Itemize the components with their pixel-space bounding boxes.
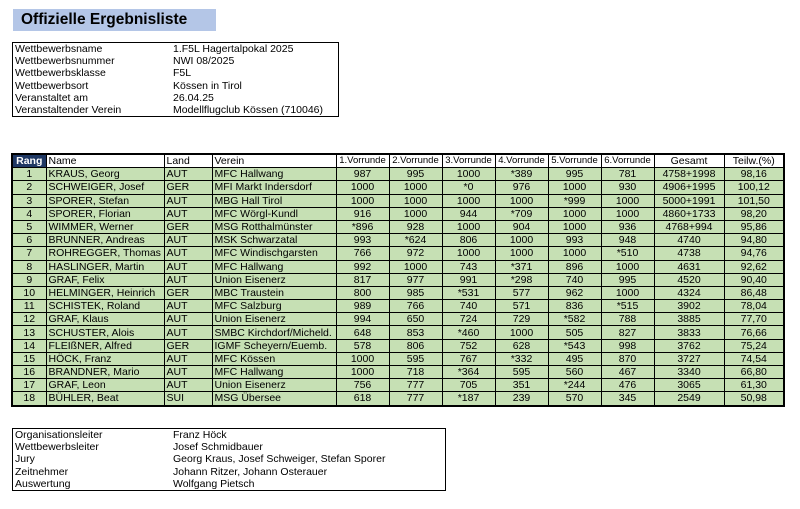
cell-rang: 8 [12,260,46,273]
cell-round-4: 577 [495,286,548,299]
cell-round-5: *999 [548,194,601,207]
cell-rang: 2 [12,181,46,194]
cell-name: SCHUSTER, Alois [46,326,164,339]
official-row [13,478,446,491]
cell-gesamt: 4906+1995 [654,181,724,194]
cell-round-5: 1000 [548,247,601,260]
cell-round-6: 1000 [601,207,654,220]
cell-verein: MFC Salzburg [212,300,336,313]
cell-name: HELMINGER, Heinrich [46,286,164,299]
cell-round-4: 239 [495,392,548,406]
cell-gesamt: 4860+1733 [654,207,724,220]
cell-rang: 17 [12,379,46,392]
cell-round-2: 766 [389,300,442,313]
cell-rang: 6 [12,234,46,247]
table-row [12,207,784,220]
cell-land: GER [164,181,212,194]
cell-name: BÜHLER, Beat [46,392,164,406]
table-row [12,392,784,406]
cell-land: AUT [164,273,212,286]
cell-round-3: *364 [442,366,495,379]
cell-rang: 14 [12,339,46,352]
cell-round-1: 817 [336,273,389,286]
cell-round-2: 977 [389,273,442,286]
cell-name: HÖCK, Franz [46,352,164,365]
cell-teilw: 76,66 [724,326,784,339]
cell-rang: 18 [12,392,46,406]
table-row [12,220,784,233]
cell-round-4: 1000 [495,194,548,207]
cell-round-4: 729 [495,313,548,326]
cell-land: GER [164,286,212,299]
competition-info-table [12,42,339,117]
cell-round-6: 467 [601,366,654,379]
cell-round-2: 1000 [389,194,442,207]
cell-land: AUT [164,352,212,365]
cell-round-1: 618 [336,392,389,406]
cell-gesamt: 4324 [654,286,724,299]
cell-rang: 3 [12,194,46,207]
cell-round-2: 806 [389,339,442,352]
cell-round-3: 1000 [442,194,495,207]
cell-round-5: 740 [548,273,601,286]
official-row [13,453,446,465]
cell-round-3: 752 [442,339,495,352]
cell-round-5: 505 [548,326,601,339]
cell-name: KRAUS, Georg [46,168,164,181]
cell-verein: IGMF Scheyern/Euemb. [212,339,336,352]
cell-name: BRANDNER, Mario [46,366,164,379]
cell-round-2: 1000 [389,181,442,194]
cell-teilw: 92,62 [724,260,784,273]
cell-land: AUT [164,247,212,260]
cell-round-4: 595 [495,366,548,379]
header-round-3: 3.Vorrunde [442,154,495,168]
cell-round-5: 1000 [548,181,601,194]
table-row [12,260,784,273]
cell-round-3: 1000 [442,247,495,260]
cell-land: GER [164,220,212,233]
info-label: Wettbewerbsname [15,43,103,56]
cell-teilw: 98,20 [724,207,784,220]
header-round-4: 4.Vorrunde [495,154,548,168]
cell-land: AUT [164,326,212,339]
cell-land: AUT [164,207,212,220]
cell-round-3: *187 [442,392,495,406]
cell-round-1: 989 [336,300,389,313]
cell-name: WIMMER, Werner [46,220,164,233]
cell-round-6: 930 [601,181,654,194]
cell-gesamt: 4520 [654,273,724,286]
cell-round-5: *244 [548,379,601,392]
cell-round-2: 595 [389,352,442,365]
header-name: Name [46,154,164,168]
cell-round-2: 972 [389,247,442,260]
cell-verein: Union Eisenerz [212,313,336,326]
cell-land: AUT [164,313,212,326]
cell-rang: 1 [12,168,46,181]
cell-round-1: 916 [336,207,389,220]
cell-round-3: 1000 [442,220,495,233]
info-row [13,55,339,67]
official-role: Zeitnehmer [15,465,69,478]
cell-round-3: 767 [442,352,495,365]
cell-round-3: *0 [442,181,495,194]
cell-round-4: *371 [495,260,548,273]
official-row [13,466,446,478]
info-value: 1.F5L Hagertalpokal 2025 [173,43,294,56]
official-row [13,441,446,453]
cell-round-2: 1000 [389,207,442,220]
cell-round-2: *624 [389,234,442,247]
cell-rang: 10 [12,286,46,299]
header-gesamt: Gesamt [654,154,724,168]
cell-verein: MFC Kössen [212,352,336,365]
cell-round-2: 777 [389,392,442,406]
cell-round-2: 985 [389,286,442,299]
cell-name: SCHWEIGER, Josef [46,181,164,194]
cell-round-5: 995 [548,168,601,181]
cell-gesamt: 4768+994 [654,220,724,233]
cell-verein: SMBC Kirchdorf/Micheld. [212,326,336,339]
cell-verein: MSK Schwarzatal [212,234,336,247]
cell-round-3: 944 [442,207,495,220]
table-row [12,194,784,207]
cell-teilw: 50,98 [724,392,784,406]
cell-land: AUT [164,300,212,313]
cell-rang: 4 [12,207,46,220]
cell-round-6: 995 [601,273,654,286]
cell-rang: 12 [12,313,46,326]
cell-gesamt: 5000+1991 [654,194,724,207]
cell-round-4: 628 [495,339,548,352]
results-body [12,168,784,406]
cell-verein: MFC Hallwang [212,168,336,181]
header-round-5: 5.Vorrunde [548,154,601,168]
info-row [13,80,339,92]
header-verein: Verein [212,154,336,168]
cell-round-4: 1000 [495,247,548,260]
cell-rang: 9 [12,273,46,286]
cell-round-3: *460 [442,326,495,339]
results-header-row [12,154,784,168]
cell-round-2: 1000 [389,260,442,273]
cell-round-3: 740 [442,300,495,313]
cell-verein: Union Eisenerz [212,273,336,286]
cell-round-6: 827 [601,326,654,339]
cell-verein: MBC Traustein [212,286,336,299]
cell-name: SPORER, Florian [46,207,164,220]
cell-round-2: 928 [389,220,442,233]
official-name: Josef Schmidbauer [173,441,263,454]
cell-teilw: 86,48 [724,286,784,299]
cell-land: AUT [164,366,212,379]
cell-round-3: 724 [442,313,495,326]
cell-round-1: 993 [336,234,389,247]
cell-round-6: 1000 [601,194,654,207]
table-row [12,379,784,392]
table-row [12,168,784,181]
cell-rang: 15 [12,352,46,365]
cell-round-1: 1000 [336,181,389,194]
cell-gesamt: 4631 [654,260,724,273]
cell-round-5: 1000 [548,207,601,220]
cell-round-1: 987 [336,168,389,181]
cell-verein: MFC Hallwang [212,260,336,273]
cell-round-5: *582 [548,313,601,326]
cell-teilw: 75,24 [724,339,784,352]
table-row [12,234,784,247]
cell-round-6: *510 [601,247,654,260]
cell-teilw: 77,70 [724,313,784,326]
cell-land: AUT [164,379,212,392]
header-round-2: 2.Vorrunde [389,154,442,168]
cell-round-6: 948 [601,234,654,247]
cell-round-1: 756 [336,379,389,392]
cell-verein: MFC Windischgarsten [212,247,336,260]
page-title: Offizielle Ergebnisliste [13,9,216,31]
info-row [13,67,339,79]
cell-round-4: *298 [495,273,548,286]
cell-name: GRAF, Klaus [46,313,164,326]
cell-gesamt: 3762 [654,339,724,352]
table-row [12,286,784,299]
cell-round-3: 991 [442,273,495,286]
cell-teilw: 74,54 [724,352,784,365]
cell-round-6: 1000 [601,286,654,299]
cell-verein: MFC Wörgl-Kundl [212,207,336,220]
header-rang: Rang [12,154,46,168]
cell-round-4: 351 [495,379,548,392]
cell-round-2: 777 [389,379,442,392]
table-row [12,273,784,286]
cell-name: SPORER, Stefan [46,194,164,207]
info-label: Wettbewerbsnummer [15,55,115,68]
cell-verein: MFC Hallwang [212,366,336,379]
cell-round-6: 936 [601,220,654,233]
info-value: NWI 08/2025 [173,55,235,68]
cell-teilw: 101,50 [724,194,784,207]
cell-gesamt: 3340 [654,366,724,379]
cell-round-1: *896 [336,220,389,233]
cell-round-6: 781 [601,168,654,181]
cell-teilw: 90,40 [724,273,784,286]
cell-round-6: *515 [601,300,654,313]
cell-gesamt: 3833 [654,326,724,339]
cell-name: FLEIßNER, Alfred [46,339,164,352]
cell-round-3: 806 [442,234,495,247]
table-row [12,300,784,313]
table-row [12,313,784,326]
table-row [12,366,784,379]
cell-gesamt: 3727 [654,352,724,365]
cell-land: SUI [164,392,212,406]
cell-gesamt: 4738 [654,247,724,260]
cell-name: BRUNNER, Andreas [46,234,164,247]
cell-rang: 7 [12,247,46,260]
official-role: Jury [15,453,35,466]
cell-round-1: 800 [336,286,389,299]
cell-round-5: 1000 [548,220,601,233]
cell-round-1: 766 [336,247,389,260]
cell-round-6: 345 [601,392,654,406]
official-name: Johann Ritzer, Johann Osterauer [173,465,328,478]
official-name: Franz Höck [173,429,227,442]
cell-land: AUT [164,194,212,207]
info-value: 26.04.25 [173,91,214,104]
official-role: Auswertung [15,477,71,490]
cell-teilw: 94,80 [724,234,784,247]
cell-land: AUT [164,168,212,181]
cell-gesamt: 3065 [654,379,724,392]
table-row [12,181,784,194]
cell-gesamt: 3902 [654,300,724,313]
cell-round-2: 853 [389,326,442,339]
cell-round-2: 650 [389,313,442,326]
cell-round-4: 904 [495,220,548,233]
cell-verein: MBG Hall Tirol [212,194,336,207]
cell-teilw: 94,76 [724,247,784,260]
cell-round-4: 1000 [495,234,548,247]
official-name: Georg Kraus, Josef Schweiger, Stefan Sporer [173,453,386,466]
cell-verein: MSG Rotthalmünster [212,220,336,233]
info-label: Veranstaltet am [15,91,88,104]
cell-round-6: 1000 [601,260,654,273]
cell-round-3: *531 [442,286,495,299]
cell-round-2: 718 [389,366,442,379]
cell-verein: MSG Übersee [212,392,336,406]
cell-land: AUT [164,234,212,247]
cell-rang: 11 [12,300,46,313]
info-value: Kössen in Tirol [173,79,242,92]
cell-teilw: 66,80 [724,366,784,379]
cell-round-2: 995 [389,168,442,181]
cell-round-4: *709 [495,207,548,220]
cell-round-4: 1000 [495,326,548,339]
official-name: Wolfgang Pietsch [173,477,255,490]
cell-round-6: 476 [601,379,654,392]
cell-round-1: 994 [336,313,389,326]
cell-round-5: 560 [548,366,601,379]
cell-round-5: 993 [548,234,601,247]
cell-land: GER [164,339,212,352]
cell-round-1: 1000 [336,366,389,379]
table-row [12,247,784,260]
official-role: Organisationsleiter [15,429,103,442]
cell-round-6: 788 [601,313,654,326]
cell-round-5: 495 [548,352,601,365]
cell-teilw: 98,16 [724,168,784,181]
cell-name: HASLINGER, Martin [46,260,164,273]
cell-round-1: 578 [336,339,389,352]
info-label: Wettbewerbsklasse [15,67,106,80]
cell-round-6: 870 [601,352,654,365]
cell-round-4: 976 [495,181,548,194]
cell-round-3: 1000 [442,168,495,181]
cell-name: GRAF, Leon [46,379,164,392]
officials-table [12,428,446,491]
cell-teilw: 95,86 [724,220,784,233]
info-value: Modellflugclub Kössen (710046) [173,104,324,117]
info-label: Veranstaltender Verein [15,104,122,117]
cell-gesamt: 4758+1998 [654,168,724,181]
cell-round-3: 705 [442,379,495,392]
results-table [11,153,785,407]
cell-round-5: 896 [548,260,601,273]
official-role: Wettbewerbsleiter [15,441,99,454]
table-row [12,339,784,352]
cell-round-4: *332 [495,352,548,365]
cell-round-4: 571 [495,300,548,313]
cell-name: ROHREGGER, Thomas [46,247,164,260]
cell-round-5: 570 [548,392,601,406]
table-row [12,352,784,365]
header-round-6: 6.Vorrunde [601,154,654,168]
info-value: F5L [173,67,192,80]
header-land: Land [164,154,212,168]
cell-teilw: 100,12 [724,181,784,194]
header-round-1: 1.Vorrunde [336,154,389,168]
cell-rang: 5 [12,220,46,233]
header-teilw: Teilw.(%) [724,154,784,168]
cell-round-5: 962 [548,286,601,299]
cell-verein: MFI Markt Indersdorf [212,181,336,194]
cell-round-4: *389 [495,168,548,181]
cell-name: SCHISTEK, Roland [46,300,164,313]
cell-round-6: 998 [601,339,654,352]
cell-verein: Union Eisenerz [212,379,336,392]
table-row [12,326,784,339]
cell-gesamt: 2549 [654,392,724,406]
cell-round-1: 1000 [336,194,389,207]
cell-gesamt: 3885 [654,313,724,326]
cell-round-5: *543 [548,339,601,352]
info-row [13,104,339,117]
info-row [13,43,339,56]
cell-round-1: 992 [336,260,389,273]
cell-name: GRAF, Felix [46,273,164,286]
cell-rang: 13 [12,326,46,339]
cell-teilw: 78,04 [724,300,784,313]
cell-gesamt: 4740 [654,234,724,247]
cell-round-1: 648 [336,326,389,339]
info-row [13,92,339,104]
official-row [13,429,446,442]
cell-round-3: 743 [442,260,495,273]
info-label: Wettbewerbsort [15,79,89,92]
cell-round-1: 1000 [336,352,389,365]
cell-round-5: 836 [548,300,601,313]
cell-land: AUT [164,260,212,273]
cell-teilw: 61,30 [724,379,784,392]
cell-rang: 16 [12,366,46,379]
